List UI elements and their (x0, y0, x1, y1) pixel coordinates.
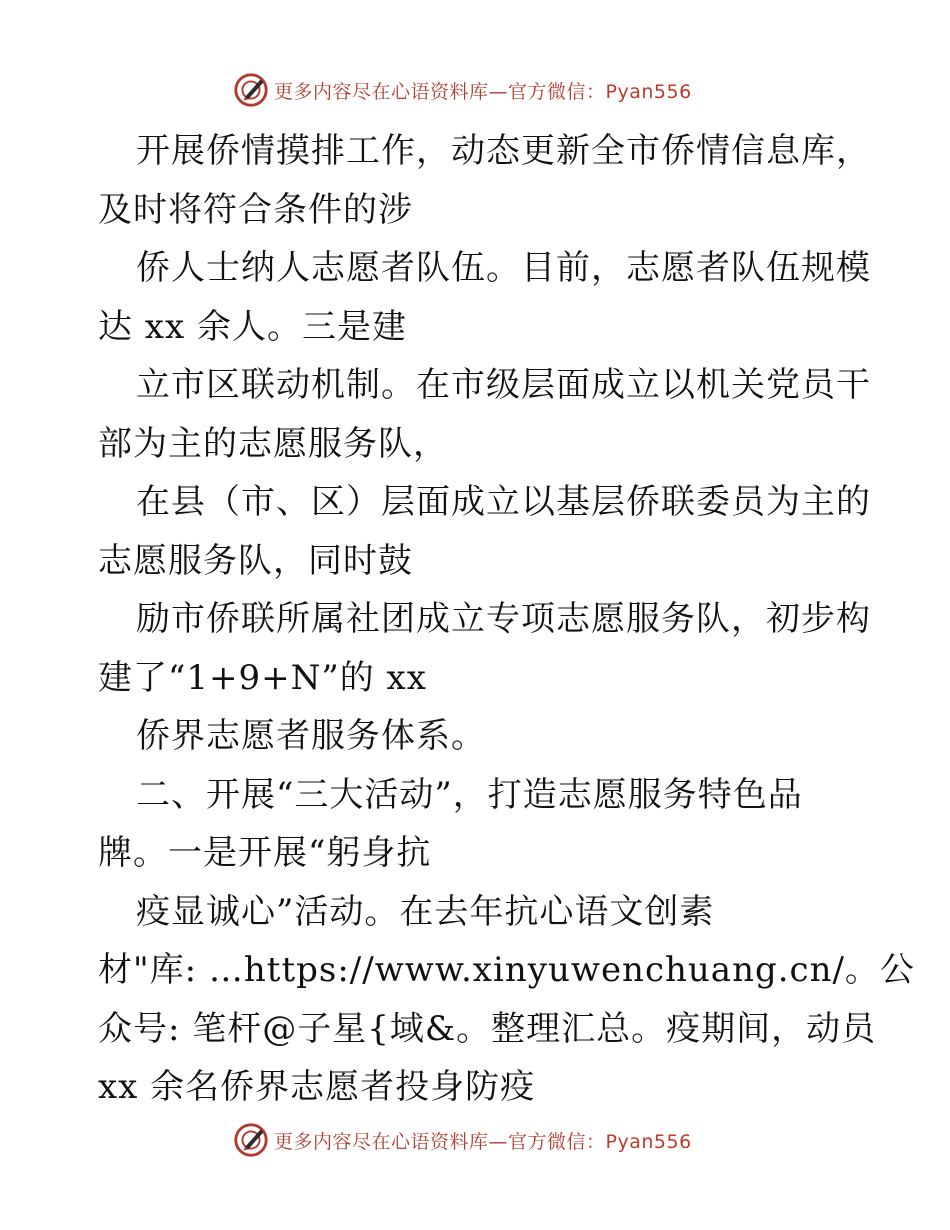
text-line: 疫显诚心”活动。在去年抗心语文创素 (136, 891, 715, 932)
text-line: 部为主的志愿服务队， (98, 423, 448, 464)
footer-wechat-label: 官方微信： (508, 1130, 606, 1153)
text-line: 开展侨情摸排工作，动态更新全市侨情信息库， (136, 131, 871, 171)
text-line: 立市区联动机制。在市级层面成立以机关党员干 (136, 365, 871, 405)
header-wechat-label: 官方微信： (508, 80, 606, 103)
brand-logo-icon (232, 1121, 270, 1159)
text-line: 牌。一是开展“躬身抗 (98, 833, 432, 873)
brand-logo-icon (232, 71, 270, 109)
text-line: 志愿服务队，同时鼓 (98, 540, 413, 581)
text-line: 侨人士纳人志愿者队伍。目前，志愿者队伍规模 (136, 248, 871, 288)
text-line: 在县（市、区）层面成立以基层侨联委员为主的 (136, 482, 871, 522)
text-line: xx 余名侨界志愿者投身防疫 (98, 1067, 536, 1107)
header-separator: — (488, 80, 509, 103)
header-brand-text: 更多内容尽在心语资料库 (274, 80, 489, 103)
document-body (98, 122, 915, 1117)
header-banner (232, 70, 692, 110)
footer-banner (232, 1120, 692, 1160)
header-wechat-id: Pyan556 (605, 80, 692, 103)
text-line: 二、开展“三大活动”，打造志愿服务特色品 (136, 774, 803, 815)
footer-brand-text: 更多内容尽在心语资料库 (274, 1130, 489, 1153)
text-line: 材"库: …https://www.xinyuwenchuang.cn/。公 (98, 950, 915, 990)
text-line: 励市侨联所属社团成立专项志愿服务队，初步构 (136, 599, 871, 639)
text-line: 建了“1+9+N”的 xx (98, 657, 427, 698)
footer-wechat-id: Pyan556 (605, 1130, 692, 1153)
text-line: 及时将符合条件的涉 (98, 189, 413, 230)
text-line: 侨界志愿者服务体系。 (136, 716, 486, 756)
text-line: 众号: 笔杆@子星{域&。整理汇总。疫期间，动员 (98, 1008, 877, 1049)
footer-separator: — (488, 1130, 509, 1153)
text-line: 达 xx 余人。三是建 (98, 306, 407, 347)
